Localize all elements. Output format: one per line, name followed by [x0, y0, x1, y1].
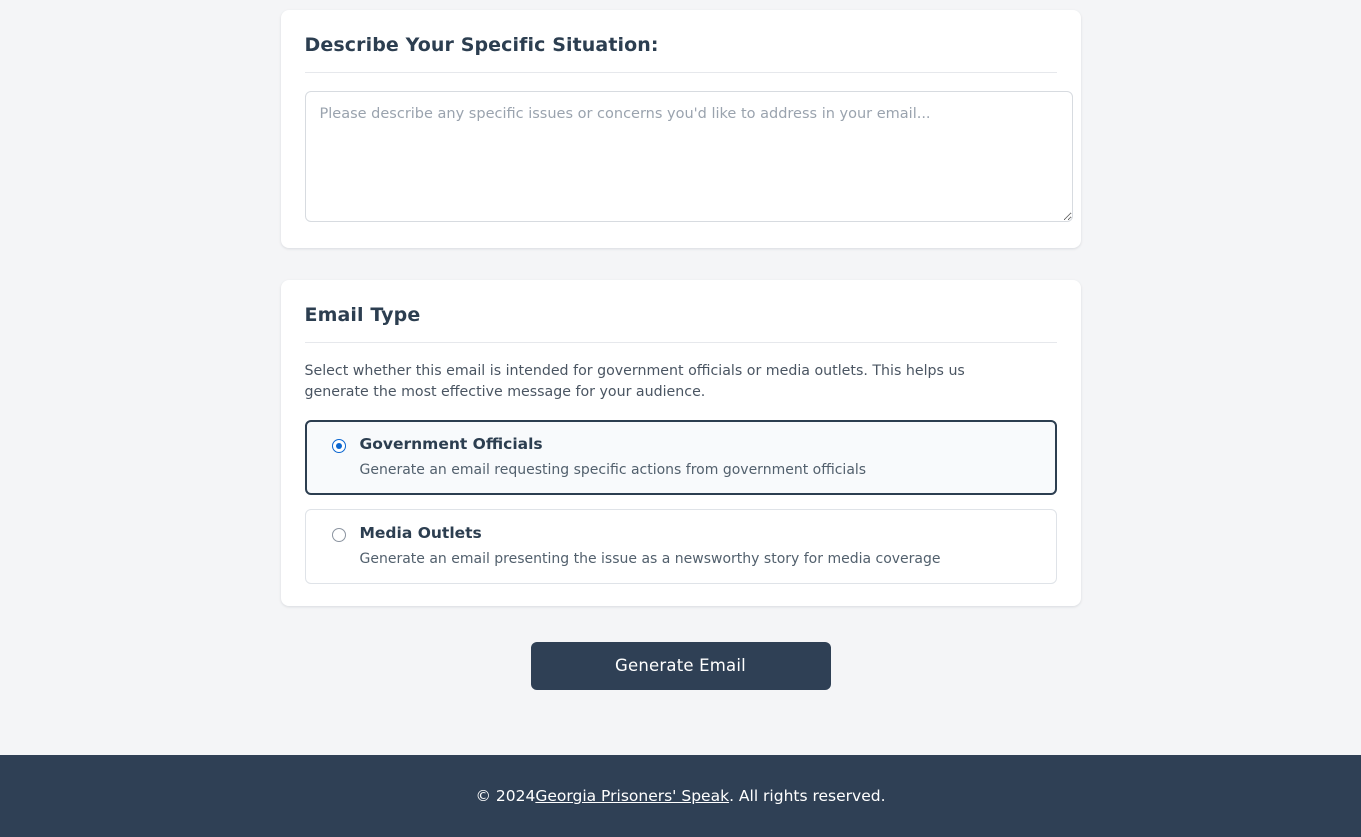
email-type-option-government[interactable]: [305, 420, 1057, 495]
email-type-option-media[interactable]: [305, 509, 1057, 584]
email-type-card-title: Email Type: [304, 304, 421, 326]
situation-card-divider: [305, 72, 1057, 73]
page-footer: [0, 755, 1361, 837]
option-media-label: Media Outlets: [359, 523, 482, 542]
footer-copyright-suffix: . All rights reserved.: [729, 787, 886, 805]
generate-button-wrap: [0, 642, 1361, 690]
email-type-description: Select whether this email is intended for government officials or media outlets. This helps us generate the most effective message for your audience.: [304, 363, 965, 401]
footer-link-gps[interactable]: Georgia Prisoners' Speak: [535, 787, 730, 805]
radio-government-icon[interactable]: [332, 439, 346, 453]
email-type-card-divider: [305, 342, 1057, 343]
radio-media-icon[interactable]: [332, 528, 346, 542]
option-media-description: Generate an email presenting the issue as a newsworthy story for media coverage: [359, 550, 941, 567]
option-government-label: Government Officials: [359, 434, 543, 453]
option-media-body: [360, 524, 941, 567]
situation-card: [281, 10, 1081, 248]
generate-email-button[interactable]: Generate Email: [531, 642, 831, 690]
email-type-card: [281, 280, 1081, 606]
situation-card-title: Describe Your Specific Situation:: [304, 34, 659, 56]
footer-copyright-prefix: © 2024: [475, 787, 536, 805]
situation-textarea[interactable]: [305, 91, 1073, 222]
option-government-body: [360, 435, 867, 478]
option-government-description: Generate an email requesting specific actions from government officials: [359, 461, 867, 478]
